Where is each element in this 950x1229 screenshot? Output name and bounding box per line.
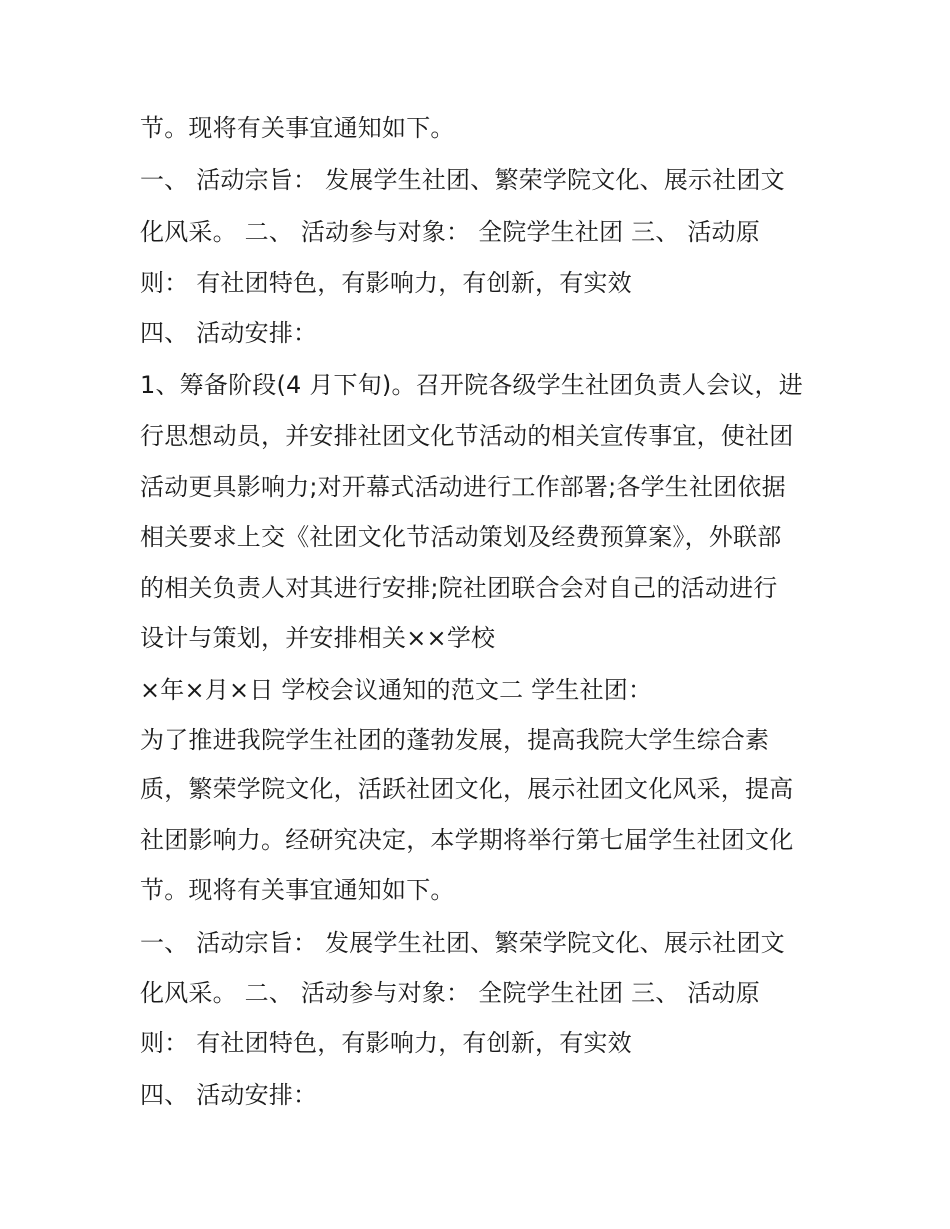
text-line: 化风采。 二、 活动参与对象： 全院学生社团 三、 活动原 [140,979,760,1007]
text-line: 1、筹备阶段(4 月下旬)。召开院各级学生社团负责人会议，进 [140,371,803,399]
text-line: 为了推进我院学生社团的蓬勃发展，提高我院大学生综合素 [140,726,770,754]
text-line: 设计与策划，并安排相关××学校 [140,624,496,652]
text-line: 行思想动员，并安排社团文化节活动的相关宣传事宜，使社团 [140,422,794,450]
text-line: 社团影响力。经研究决定，本学期将举行第七届学生社团文化 [140,826,794,854]
text-line: 的相关负责人对其进行安排;院社团联合会对自己的活动进行 [140,574,778,602]
text-line: 则： 有社团特色，有影响力，有创新，有实效 [140,269,632,297]
text-line: 节。现将有关事宜通知如下。 [140,114,455,142]
text-line: 四、 活动安排： [140,319,318,347]
text-line: 化风采。 二、 活动参与对象： 全院学生社团 三、 活动原 [140,218,760,246]
text-line: 四、 活动安排： [140,1081,318,1109]
text-line: 则： 有社团特色，有影响力，有创新，有实效 [140,1029,632,1057]
text-line: 质，繁荣学院文化，活跃社团文化，展示社团文化风采，提高 [140,775,794,803]
text-line: 相关要求上交《社团文化节活动策划及经费预算案》，外联部 [140,523,782,551]
text-line: 一、 活动宗旨： 发展学生社团、繁荣学院文化、展示社团文 [140,166,785,194]
text-line: 活动更具影响力;对开幕式活动进行工作部署;各学生社团依据 [140,473,786,501]
text-line: 节。现将有关事宜通知如下。 [140,876,455,904]
text-line: ×年×月×日 学校会议通知的范文二 学生社团： [140,676,653,704]
text-line: 一、 活动宗旨： 发展学生社团、繁荣学院文化、展示社团文 [140,929,785,957]
